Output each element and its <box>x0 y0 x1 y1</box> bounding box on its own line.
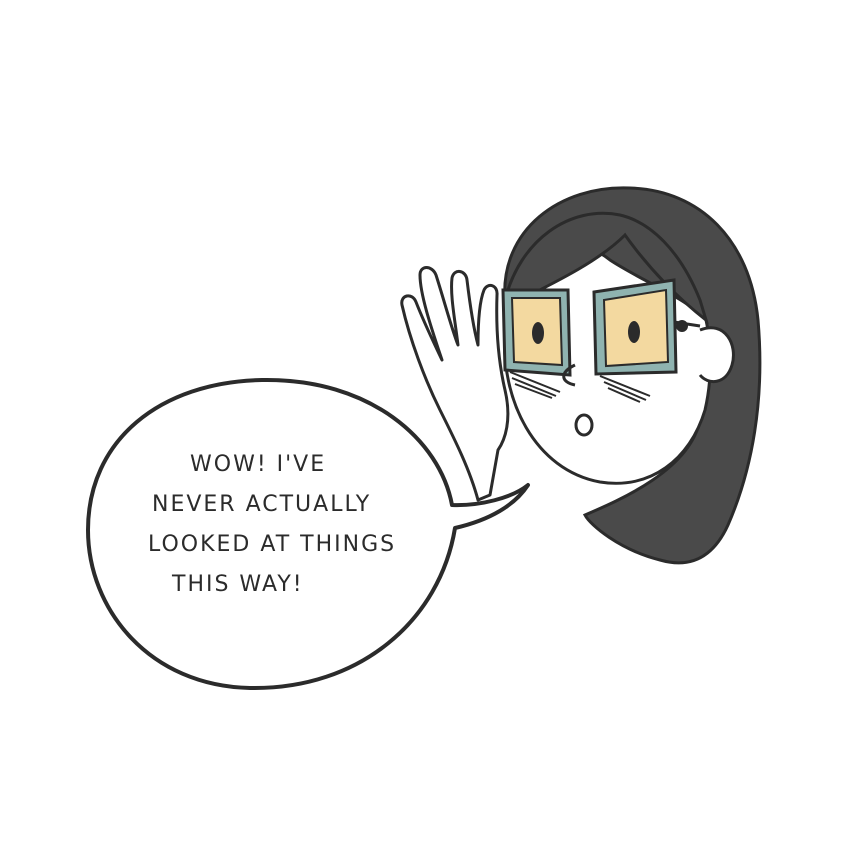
speech-bubble-text <box>130 445 420 605</box>
ear <box>700 328 733 382</box>
speech-line-2: NEVER ACTUALLY <box>152 492 372 517</box>
speech-line-4: THIS WAY! <box>172 572 304 597</box>
speech-line-3: LOOKED AT THINGS <box>148 532 397 557</box>
speech-line-1: WOW! I'VE <box>190 452 327 477</box>
mouth <box>576 415 592 435</box>
